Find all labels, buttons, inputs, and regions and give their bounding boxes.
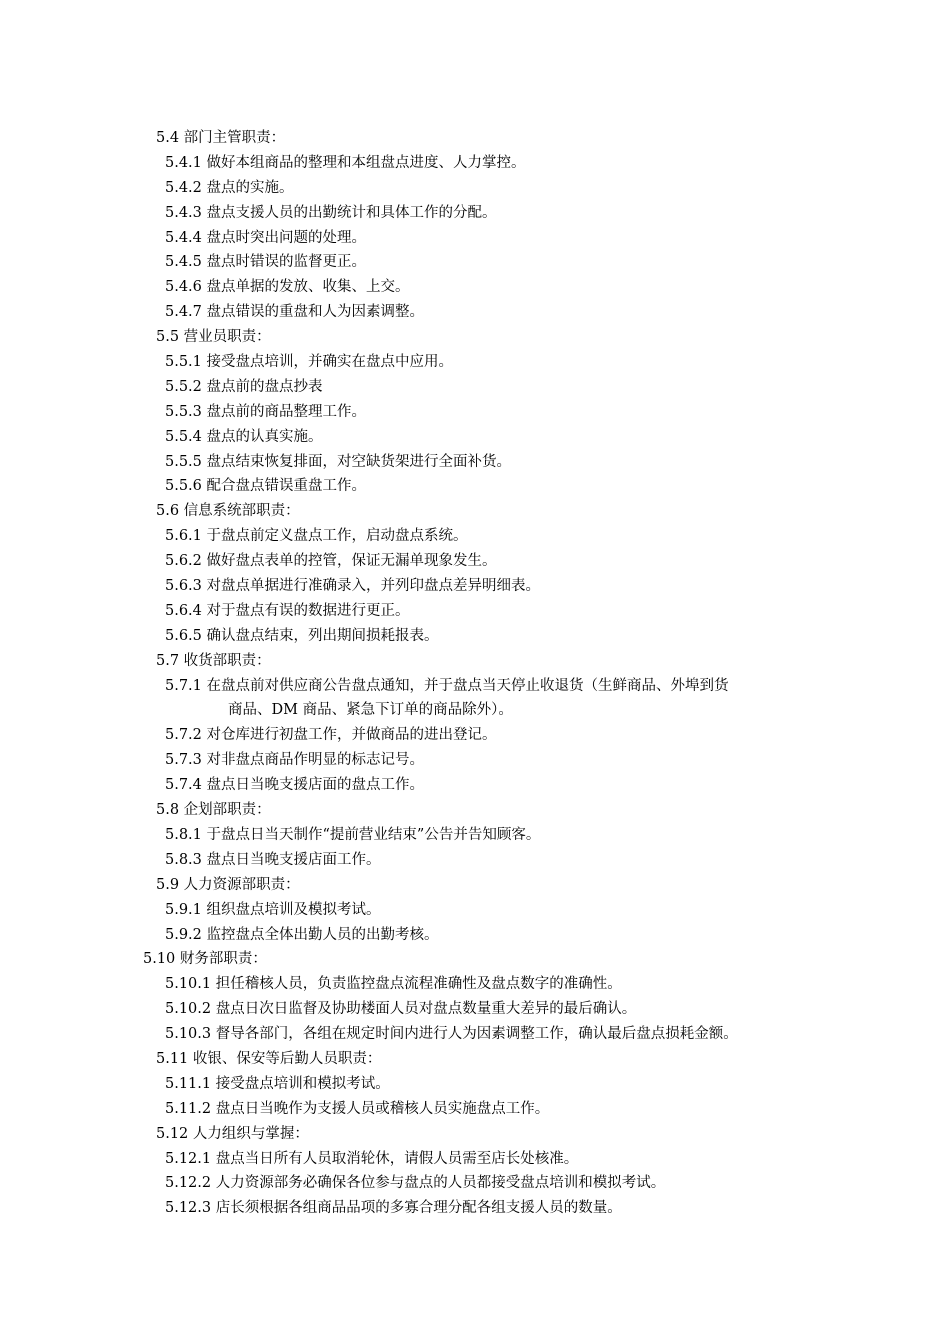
list-item: 5.4.3 盘点支援人员的出勤统计和具体工作的分配。 [165, 204, 497, 221]
list-item: 5.12.3 店长须根据各组商品品项的多寡合理分配各组支援人员的数量。 [165, 1200, 622, 1217]
list-item: 5.5.5 盘点结束恢复排面，对空缺货架进行全面补货。 [165, 453, 512, 470]
list-item: 5.5.6 配合盘点错误重盘工作。 [165, 478, 367, 495]
list-item: 5.4.1 做好本组商品的整理和本组盘点进度、人力掌控。 [165, 154, 526, 171]
list-item: 5.7.1 在盘点前对供应商公告盘点通知，并于盘点当天停止收退货（生鲜商品、外埠到货 [165, 677, 729, 694]
section-heading: 5.4 部门主管职责： [156, 130, 286, 146]
section-heading: 5.8 企划部职责： [156, 802, 271, 819]
list-item: 5.4.2 盘点的实施。 [165, 179, 294, 196]
list-item: 5.10.3 督导各部门，各组在规定时间内进行人为因素调整工作，确认最后盘点损耗金额。 [165, 1026, 738, 1043]
list-item-continuation: 商品、DM 商品、紧急下订单的商品除外）。 [228, 702, 513, 719]
list-item: 5.9.1 组织盘点培训及模拟考试。 [165, 901, 381, 918]
list-item: 5.5.1 接受盘点培训，并确实在盘点中应用。 [165, 354, 454, 371]
section-heading: 5.11 收银、保安等后勤人员职责： [156, 1050, 382, 1067]
list-item: 5.11.2 盘点日当晚作为支援人员或稽核人员实施盘点工作。 [165, 1100, 550, 1117]
section-heading: 5.7 收货部职责： [156, 652, 271, 669]
list-item: 5.5.4 盘点的认真实施。 [165, 428, 323, 445]
list-item: 5.6.3 对盘点单据进行准确录入，并列印盘点差异明细表。 [165, 578, 541, 595]
list-item: 5.6.2 做好盘点表单的控管，保证无漏单现象发生。 [165, 553, 497, 570]
list-item: 5.10.1 担任稽核人员，负责监控盘点流程准确性及盘点数字的准确性。 [165, 976, 622, 993]
list-item: 5.4.5 盘点时错误的监督更正。 [165, 254, 367, 271]
document-page [0, 126, 950, 1221]
list-item: 5.8.1 于盘点日当天制作“提前营业结束”公告并告知顾客。 [165, 826, 541, 843]
list-item: 5.9.2 监控盘点全体出勤人员的出勤考核。 [165, 926, 439, 943]
list-item: 5.11.1 接受盘点培训和模拟考试。 [165, 1075, 390, 1092]
list-item: 5.7.3 对非盘点商品作明显的标志记号。 [165, 752, 425, 769]
list-item: 5.12.1 盘点当日所有人员取消轮休，请假人员需至店长处核准。 [165, 1150, 579, 1167]
list-item: 5.6.5 确认盘点结束，列出期间损耗报表。 [165, 627, 439, 644]
list-item: 5.6.4 对于盘点有误的数据进行更正。 [165, 602, 410, 619]
list-item: 5.4.4 盘点时突出问题的处理。 [165, 229, 367, 246]
list-item: 5.6.1 于盘点前定义盘点工作，启动盘点系统。 [165, 528, 468, 545]
list-item: 5.7.2 对仓库进行初盘工作，并做商品的进出登记。 [165, 727, 497, 744]
list-item: 5.12.2 人力资源部务必确保各位参与盘点的人员都接受盘点培训和模拟考试。 [165, 1175, 666, 1192]
list-item: 5.4.6 盘点单据的发放、收集、上交。 [165, 279, 410, 296]
list-item: 5.7.4 盘点日当晚支援店面的盘点工作。 [165, 777, 425, 794]
list-item: 5.10.2 盘点日次日监督及协助楼面人员对盘点数量重大差异的最后确认。 [165, 1001, 637, 1018]
section-heading: 5.10 财务部职责： [143, 951, 267, 968]
section-heading: 5.9 人力资源部职责： [156, 876, 300, 893]
list-item: 5.4.7 盘点错误的重盘和人为因素调整。 [165, 304, 425, 321]
list-item: 5.5.2 盘点前的盘点抄表 [165, 378, 323, 395]
list-item: 5.8.3 盘点日当晚支援店面工作。 [165, 851, 381, 868]
list-item: 5.5.3 盘点前的商品整理工作。 [165, 403, 367, 420]
section-heading: 5.12 人力组织与掌握： [156, 1125, 309, 1142]
section-heading: 5.5 营业员职责： [156, 329, 271, 346]
section-heading: 5.6 信息系统部职责： [156, 503, 300, 520]
